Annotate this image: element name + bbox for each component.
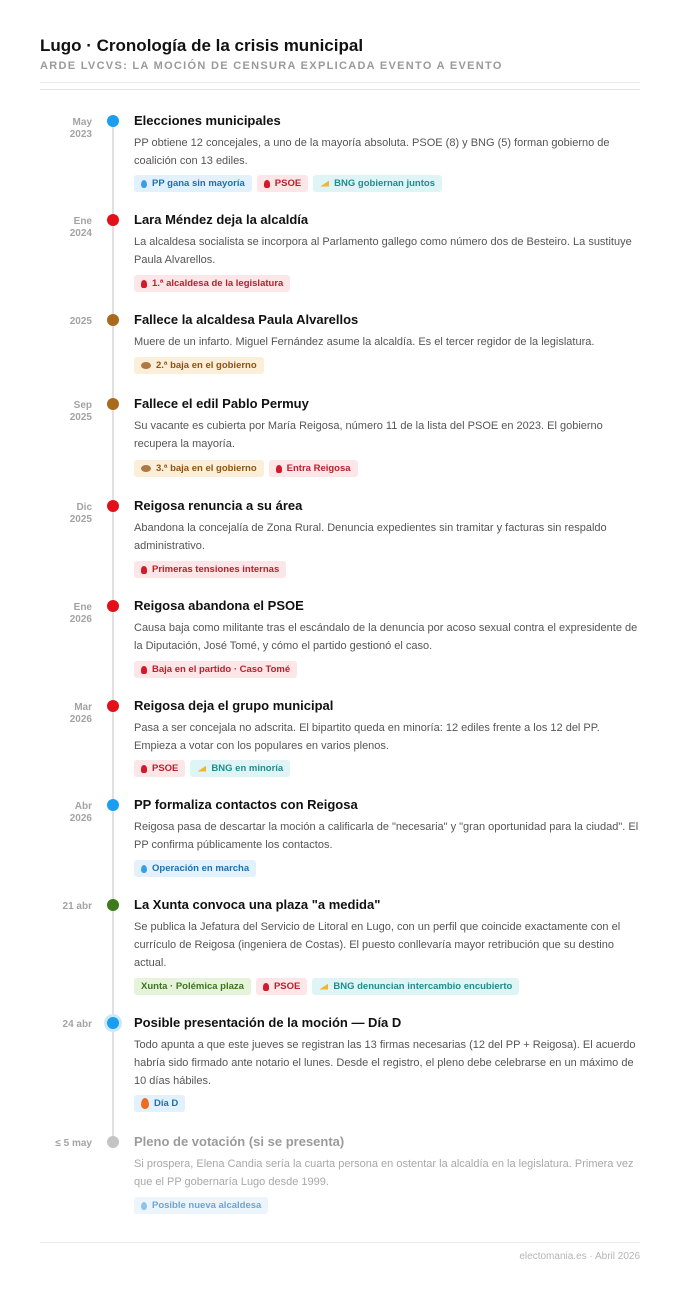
event-tags [134, 760, 290, 777]
tag-label: Operación en marcha [152, 863, 250, 874]
cheese-icon [319, 984, 328, 990]
event-title: Reigosa renuncia a su área [134, 498, 303, 513]
event-title: Reigosa abandona el PSOE [134, 598, 304, 613]
tag-label: PP gana sin mayoría [152, 178, 245, 189]
event-date-line1: May [72, 117, 92, 128]
fire-icon [141, 1098, 149, 1109]
tag-loss [134, 460, 264, 477]
footer-credit: electomania.es · Abril 2026 [519, 1251, 640, 1262]
event-tags [134, 175, 442, 192]
event-description: Todo apunta a que este jueves se registran las 13 firmas necesarias (12 del PP + Reigosa). El acuerdo habría sido firmado ante notario el lunes. Desde el registro, el pleno debe celebrarse en un máximo de 10 días hábiles. [134, 1039, 636, 1087]
event-date-line1: 2025 [69, 316, 92, 327]
timeline-dot-psoe [107, 214, 119, 226]
drop-icon [141, 1202, 147, 1210]
event-date [40, 1019, 92, 1031]
page-title: Lugo · Cronología de la crisis municipal [40, 36, 364, 55]
event-title: Elecciones municipales [134, 113, 281, 128]
event-date-line1: Ene [73, 602, 92, 613]
tag-dia-d [134, 1095, 185, 1112]
event-date-line2: 2025 [69, 412, 92, 423]
timeline-dot-brown [107, 314, 119, 326]
event-tags [134, 357, 264, 374]
timeline-dot-current [104, 1014, 122, 1032]
event-tags [134, 460, 358, 477]
tag-pp [134, 1197, 268, 1214]
event-tags [134, 860, 256, 877]
rose-icon [141, 765, 147, 773]
timeline-axis [112, 120, 114, 1142]
tag-label: Xunta · Polémica plaza [141, 981, 244, 992]
event-title: PP formaliza contactos con Reigosa [134, 797, 358, 812]
event-description: Muere de un infarto. Miguel Fernández asume la alcaldía. Es el tercer regidor de la legislatura. [134, 336, 595, 348]
tag-pp [134, 175, 252, 192]
event-date-line1: Ene [73, 216, 92, 227]
rose-icon [141, 280, 147, 288]
event-date-line2: 2025 [69, 514, 92, 525]
tag-bng [190, 760, 290, 777]
timeline-dot-psoe [107, 500, 119, 512]
tag-psoe [134, 661, 297, 678]
tag-label: PSOE [274, 178, 302, 189]
page-subtitle: ARDE LVCVS: LA MOCIÓN DE CENSURA EXPLICADA EVENTO A EVENTO [40, 60, 503, 72]
tag-xunta [134, 978, 251, 995]
tag-loss [134, 357, 264, 374]
event-description: Reigosa pasa de descartar la moción a calificarla de "necesaria" y "gran oportunidad para la ciudad". El PP confirma públicamente los contactos. [134, 821, 639, 851]
drop-icon [141, 865, 147, 873]
event-description: Su vacante es cubierta por María Reigosa, número 11 de la lista del PSOE en 2023. El gobierno recupera la mayoría. [134, 420, 603, 450]
rose-icon [141, 566, 147, 574]
tag-psoe [256, 978, 307, 995]
event-title: Pleno de votación (si se presenta) [134, 1134, 345, 1149]
event-title: Lara Méndez deja la alcaldía [134, 212, 309, 227]
event-date-line1: 21 abr [62, 901, 92, 912]
tag-label: 1.ª alcaldesa de la legislatura [152, 278, 284, 289]
event-date [40, 702, 92, 726]
tag-label: 3.ª baja en el gobierno [156, 463, 257, 474]
event-title: Posible presentación de la moción — Día D [134, 1015, 402, 1030]
event-date [40, 502, 92, 526]
event-date [40, 1138, 92, 1150]
rose-icon [264, 180, 270, 188]
event-date [40, 901, 92, 913]
tag-label: Día D [154, 1098, 179, 1109]
tag-label: Entra Reigosa [286, 463, 351, 474]
event-description: Abandona la concejalía de Zona Rural. Denuncia expedientes sin tramitar y facturas sin respaldo administrativo. [134, 522, 607, 552]
tag-label: Posible nueva alcaldesa [152, 1200, 262, 1211]
event-date-line1: Abr [74, 801, 92, 812]
event-title: Fallece el edil Pablo Permuy [134, 396, 309, 411]
event-description: Si prospera, Elena Candia sería la cuarta persona en ostentar la alcaldía en la legislatura. Primera vez que el PP gobernaría Lugo desde 1999. [134, 1158, 634, 1188]
event-tags [134, 561, 286, 578]
tag-psoe [134, 275, 290, 292]
event-date-line1: Sep [73, 400, 92, 411]
event-title: Reigosa deja el grupo municipal [134, 698, 334, 713]
tag-label: BNG denuncian intercambio encubierto [333, 981, 513, 992]
rose-icon [263, 983, 269, 991]
event-date-line1: ≤ 5 may [55, 1138, 92, 1149]
event-date-line1: 24 abr [62, 1019, 92, 1030]
event-date-line2: 2026 [69, 813, 92, 824]
tag-bng [313, 175, 442, 192]
cheese-icon [320, 181, 329, 187]
tag-psoe [134, 760, 185, 777]
event-description: Se publica la Jefatura del Servicio de Litoral en Lugo, con un perfil que coincide exactamente con el currículo de Reigosa (ingeniera de Costas). El puesto conllevaría mayor retribución que su destino actual. [134, 921, 621, 969]
event-tags [134, 978, 519, 995]
event-date-line2: 2026 [69, 614, 92, 625]
drop-icon [141, 180, 147, 188]
event-description: La alcaldesa socialista se incorpora al Parlamento gallego como número dos de Besteiro. La sustituye Paula Alvarellos. [134, 236, 632, 266]
tag-pp [134, 860, 256, 877]
event-date [40, 316, 92, 328]
timeline-dot-brown [107, 398, 119, 410]
event-title: Fallece la alcaldesa Paula Alvarellos [134, 312, 359, 327]
event-date-line2: 2024 [69, 228, 92, 239]
timeline-dot-pp [107, 799, 119, 811]
tag-label: 2.ª baja en el gobierno [156, 360, 257, 371]
event-date-line2: 2023 [69, 129, 92, 140]
event-date-line1: Dic [76, 502, 92, 513]
potato-icon [141, 362, 151, 369]
footer-divider [40, 1242, 640, 1243]
event-date [40, 216, 92, 240]
tag-label: Baja en el partido · Caso Tomé [152, 664, 291, 675]
event-tags [134, 1197, 268, 1214]
rose-icon [276, 465, 282, 473]
potato-icon [141, 465, 151, 472]
tag-label: BNG en minoría [211, 763, 284, 774]
event-date [40, 400, 92, 424]
header-divider [40, 82, 640, 83]
event-description: PP obtiene 12 concejales, a uno de la mayoría absoluta. PSOE (8) y BNG (5) forman gobierno de coalición con 13 ediles. [134, 137, 610, 167]
tag-psoe [269, 460, 358, 477]
timeline-dot-xunta [107, 899, 119, 911]
tag-label: PSOE [152, 763, 179, 774]
event-description: Pasa a ser concejala no adscrita. El bipartito queda en minoría: 12 ediles frente a los 12 del PP. Empieza a votar con los populares en varios plenos. [134, 722, 600, 752]
event-tags [134, 1095, 185, 1112]
tag-psoe [134, 561, 286, 578]
event-title: La Xunta convoca una plaza "a medida" [134, 897, 381, 912]
cheese-icon [197, 766, 206, 772]
event-description: Causa baja como militante tras el escándalo de la denuncia por acoso sexual contra el expresidente de la Diputación, José Tomé, y cómo el partido gestionó el caso. [134, 622, 638, 652]
tag-psoe [257, 175, 308, 192]
event-date [40, 801, 92, 825]
tag-label: PSOE [273, 981, 301, 992]
header-divider-secondary [40, 89, 640, 90]
timeline-dot-pending [107, 1136, 119, 1148]
event-date-line2: 2026 [69, 714, 92, 725]
tag-label: Primeras tensiones internas [152, 564, 280, 575]
timeline-dot-psoe [107, 700, 119, 712]
tag-label: BNG gobiernan juntos [334, 178, 435, 189]
event-date-line1: Mar [74, 702, 92, 713]
event-tags [134, 661, 297, 678]
event-tags [134, 275, 290, 292]
event-date [40, 117, 92, 141]
timeline-dot-psoe [107, 600, 119, 612]
timeline-dot-pp [107, 115, 119, 127]
rose-icon [141, 666, 147, 674]
tag-bng [312, 978, 519, 995]
event-date [40, 602, 92, 626]
